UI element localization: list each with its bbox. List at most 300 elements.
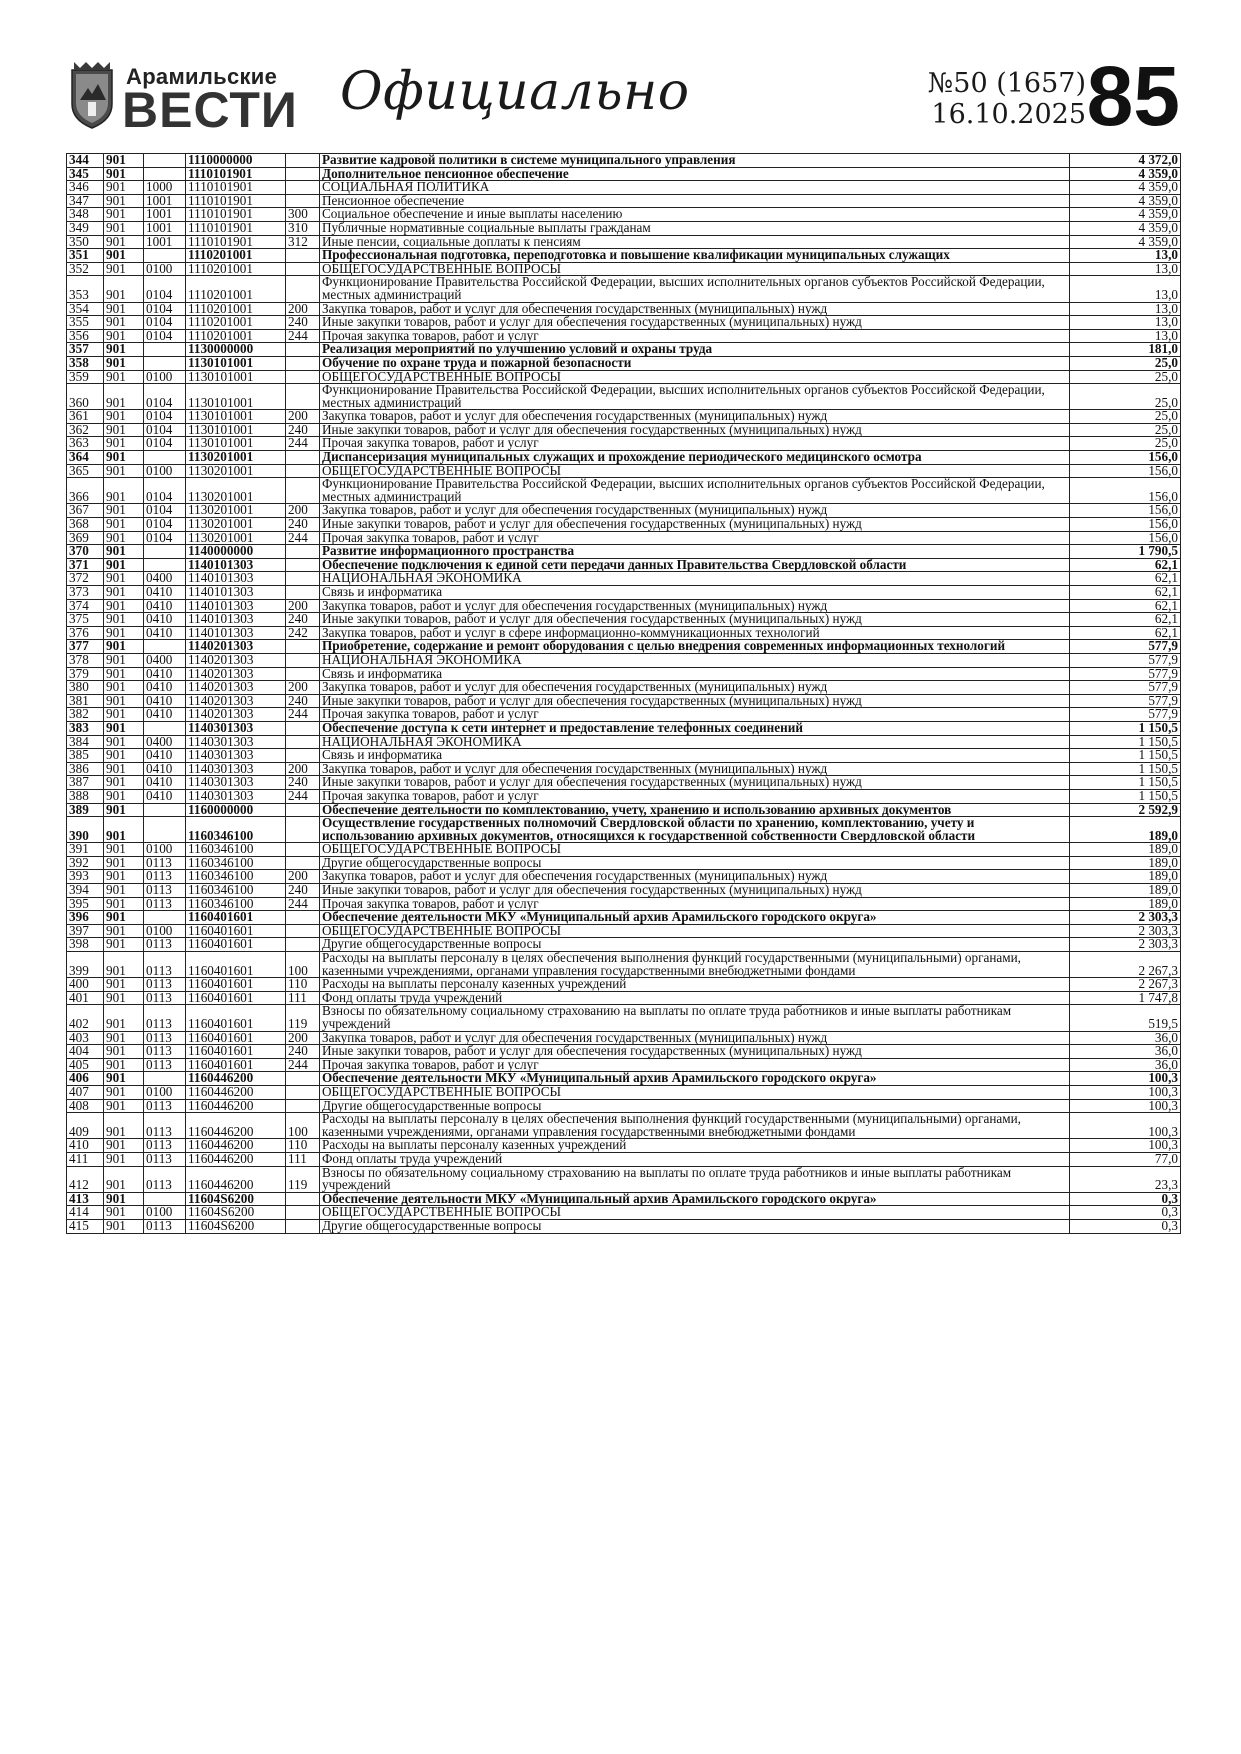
item-name-cell: Функционирование Правительства Российской Федерации, высших исполнительных органов субъектов Российской Федерации, местных администраций (320, 276, 1070, 302)
row-number-cell: 387 (67, 776, 104, 790)
ministry-code-cell: 901 (104, 708, 144, 722)
row-number-cell: 360 (67, 384, 104, 410)
table-row (67, 1072, 1181, 1086)
row-number-cell: 381 (67, 694, 104, 708)
ministry-code-cell: 901 (104, 1152, 144, 1166)
table-row (67, 991, 1181, 1005)
section-code-cell: 0113 (144, 897, 186, 911)
target-article-code-cell: 1110101901 (186, 235, 286, 249)
expense-type-code-cell (286, 1099, 320, 1113)
section-code-cell: 0113 (144, 1005, 186, 1031)
expense-type-code-cell: 240 (286, 884, 320, 898)
target-article-code-cell: 1140101303 (186, 599, 286, 613)
target-article-code-cell: 1130201001 (186, 504, 286, 518)
table-row (67, 870, 1181, 884)
expense-type-code-cell: 244 (286, 531, 320, 545)
ministry-code-cell: 901 (104, 586, 144, 600)
row-number-cell: 407 (67, 1085, 104, 1099)
row-number-cell: 370 (67, 545, 104, 559)
row-number-cell: 412 (67, 1166, 104, 1192)
ministry-code-cell: 901 (104, 316, 144, 330)
section-code-cell: 1001 (144, 235, 186, 249)
amount-cell: 1 150,5 (1070, 721, 1181, 735)
target-article-code-cell: 1140301303 (186, 776, 286, 790)
section-code-cell: 0410 (144, 762, 186, 776)
target-article-code-cell: 1130101001 (186, 384, 286, 410)
table-row (67, 626, 1181, 640)
expense-type-code-cell (286, 154, 320, 168)
expense-type-code-cell: 310 (286, 221, 320, 235)
ministry-code-cell: 901 (104, 803, 144, 817)
section-code-cell (144, 154, 186, 168)
table-row (67, 762, 1181, 776)
row-number-cell: 389 (67, 803, 104, 817)
item-name-cell: Приобретение, содержание и ремонт оборудования с целью внедрения современных информационных технологий (320, 640, 1070, 654)
row-number-cell: 395 (67, 897, 104, 911)
section-code-cell: 0104 (144, 478, 186, 504)
item-name-cell: ОБЩЕГОСУДАРСТВЕННЫЕ ВОПРОСЫ (320, 924, 1070, 938)
target-article-code-cell: 1130101001 (186, 437, 286, 451)
ministry-code-cell: 901 (104, 235, 144, 249)
table-row (67, 653, 1181, 667)
ministry-code-cell: 901 (104, 911, 144, 925)
ministry-code-cell: 901 (104, 302, 144, 316)
table-row (67, 343, 1181, 357)
section-code-cell: 0113 (144, 1113, 186, 1139)
ministry-code-cell: 901 (104, 694, 144, 708)
item-name-cell: Обучение по охране труда и пожарной безопасности (320, 356, 1070, 370)
table-row (67, 451, 1181, 465)
amount-cell: 62,1 (1070, 586, 1181, 600)
table-row (67, 370, 1181, 384)
item-name-cell: Обеспечение подключения к единой сети передачи данных Правительства Свердловской области (320, 558, 1070, 572)
row-number-cell: 402 (67, 1005, 104, 1031)
target-article-code-cell: 1130201001 (186, 518, 286, 532)
row-number-cell: 386 (67, 762, 104, 776)
section-code-cell: 0410 (144, 708, 186, 722)
table-row (67, 789, 1181, 803)
row-number-cell: 345 (67, 167, 104, 181)
section-code-cell: 0100 (144, 1206, 186, 1220)
amount-cell: 1 150,5 (1070, 749, 1181, 763)
expense-type-code-cell (286, 911, 320, 925)
item-name-cell: НАЦИОНАЛЬНАЯ ЭКОНОМИКА (320, 735, 1070, 749)
table-row (67, 518, 1181, 532)
table-row (67, 545, 1181, 559)
expense-type-code-cell (286, 843, 320, 857)
ministry-code-cell: 901 (104, 1099, 144, 1113)
amount-cell: 25,0 (1070, 356, 1181, 370)
row-number-cell: 373 (67, 586, 104, 600)
target-article-code-cell: 1160000000 (186, 803, 286, 817)
table-row (67, 1139, 1181, 1153)
amount-cell: 189,0 (1070, 856, 1181, 870)
amount-cell: 36,0 (1070, 1045, 1181, 1059)
amount-cell: 4 359,0 (1070, 167, 1181, 181)
ministry-code-cell: 901 (104, 843, 144, 857)
amount-cell: 13,0 (1070, 262, 1181, 276)
section-code-cell: 0400 (144, 572, 186, 586)
expense-type-code-cell (286, 640, 320, 654)
section-code-cell: 0410 (144, 626, 186, 640)
expense-type-code-cell (286, 1072, 320, 1086)
table-row (67, 803, 1181, 817)
ministry-code-cell: 901 (104, 1031, 144, 1045)
expense-type-code-cell: 200 (286, 302, 320, 316)
amount-cell: 4 359,0 (1070, 235, 1181, 249)
ministry-code-cell: 901 (104, 735, 144, 749)
ministry-code-cell: 901 (104, 464, 144, 478)
section-code-cell (144, 451, 186, 465)
section-code-cell: 0113 (144, 884, 186, 898)
amount-cell: 4 359,0 (1070, 181, 1181, 195)
amount-cell: 156,0 (1070, 451, 1181, 465)
table-row (67, 1113, 1181, 1139)
amount-cell: 577,9 (1070, 667, 1181, 681)
section-code-cell: 0113 (144, 870, 186, 884)
amount-cell: 100,3 (1070, 1072, 1181, 1086)
amount-cell: 25,0 (1070, 437, 1181, 451)
table-row (67, 599, 1181, 613)
section-code-cell (144, 1192, 186, 1206)
table-row (67, 1192, 1181, 1206)
ministry-code-cell: 901 (104, 952, 144, 978)
item-name-cell: Связь и информатика (320, 667, 1070, 681)
item-name-cell: Прочая закупка товаров, работ и услуг (320, 437, 1070, 451)
amount-cell: 62,1 (1070, 558, 1181, 572)
amount-cell: 577,9 (1070, 708, 1181, 722)
section-code-cell: 1001 (144, 208, 186, 222)
table-row (67, 464, 1181, 478)
amount-cell: 189,0 (1070, 884, 1181, 898)
item-name-cell: Функционирование Правительства Российской Федерации, высших исполнительных органов субъектов Российской Федерации, местных администраций (320, 478, 1070, 504)
expense-type-code-cell (286, 924, 320, 938)
item-name-cell: Закупка товаров, работ и услуг для обеспечения государственных (муниципальных) нужд (320, 762, 1070, 776)
ministry-code-cell: 901 (104, 1219, 144, 1233)
expense-type-code-cell: 119 (286, 1005, 320, 1031)
section-code-cell (144, 1072, 186, 1086)
amount-cell: 62,1 (1070, 572, 1181, 586)
table-row (67, 329, 1181, 343)
item-name-cell: Связь и информатика (320, 749, 1070, 763)
table-row (67, 194, 1181, 208)
target-article-code-cell: 1110201001 (186, 316, 286, 330)
row-number-cell: 377 (67, 640, 104, 654)
section-code-cell: 1001 (144, 194, 186, 208)
table-row (67, 154, 1181, 168)
expense-type-code-cell (286, 558, 320, 572)
ministry-code-cell: 901 (104, 478, 144, 504)
target-article-code-cell: 1140101303 (186, 558, 286, 572)
table-row (67, 208, 1181, 222)
item-name-cell: Взносы по обязательному социальному страхованию на выплаты по оплате труда работников и иные выплаты работникам учреждений (320, 1005, 1070, 1031)
item-name-cell: Иные закупки товаров, работ и услуг для обеспечения государственных (муниципальных) нужд (320, 316, 1070, 330)
ministry-code-cell: 901 (104, 817, 144, 843)
ministry-code-cell: 901 (104, 667, 144, 681)
table-row (67, 911, 1181, 925)
row-number-cell: 356 (67, 329, 104, 343)
section-code-cell: 0400 (144, 653, 186, 667)
amount-cell: 1 747,8 (1070, 991, 1181, 1005)
section-code-cell: 0100 (144, 1085, 186, 1099)
table-row (67, 384, 1181, 410)
section-code-cell (144, 911, 186, 925)
item-name-cell: Обеспечение деятельности МКУ «Муниципальный архив Арамильского городского округа» (320, 1192, 1070, 1206)
ministry-code-cell: 901 (104, 681, 144, 695)
section-code-cell: 0410 (144, 749, 186, 763)
table-row (67, 1099, 1181, 1113)
amount-cell: 189,0 (1070, 897, 1181, 911)
amount-cell: 1 150,5 (1070, 735, 1181, 749)
table-row (67, 302, 1181, 316)
target-article-code-cell: 1110201001 (186, 262, 286, 276)
target-article-code-cell: 1110201001 (186, 329, 286, 343)
item-name-cell: Иные закупки товаров, работ и услуг для обеспечения государственных (муниципальных) нужд (320, 613, 1070, 627)
ministry-code-cell: 901 (104, 276, 144, 302)
table-row (67, 1206, 1181, 1220)
item-name-cell: Иные закупки товаров, работ и услуг для обеспечения государственных (муниципальных) нужд (320, 1045, 1070, 1059)
table-row (67, 938, 1181, 952)
ministry-code-cell: 901 (104, 991, 144, 1005)
item-name-cell: Развитие информационного пространства (320, 545, 1070, 559)
table-row (67, 558, 1181, 572)
target-article-code-cell: 1110101901 (186, 208, 286, 222)
target-article-code-cell: 1130101001 (186, 370, 286, 384)
expense-type-code-cell (286, 735, 320, 749)
row-number-cell: 354 (67, 302, 104, 316)
ministry-code-cell: 901 (104, 749, 144, 763)
newspaper-logo (66, 60, 298, 140)
amount-cell: 36,0 (1070, 1031, 1181, 1045)
row-number-cell: 378 (67, 653, 104, 667)
expense-type-code-cell (286, 343, 320, 357)
expense-type-code-cell: 111 (286, 991, 320, 1005)
row-number-cell: 353 (67, 276, 104, 302)
table-row (67, 721, 1181, 735)
expense-type-code-cell: 111 (286, 1152, 320, 1166)
row-number-cell: 396 (67, 911, 104, 925)
table-row (67, 735, 1181, 749)
table-row (67, 817, 1181, 843)
table-row (67, 694, 1181, 708)
row-number-cell: 403 (67, 1031, 104, 1045)
row-number-cell: 365 (67, 464, 104, 478)
row-number-cell: 400 (67, 978, 104, 992)
item-name-cell: Прочая закупка товаров, работ и услуг (320, 789, 1070, 803)
row-number-cell: 391 (67, 843, 104, 857)
target-article-code-cell: 1140301303 (186, 749, 286, 763)
item-name-cell: Иные закупки товаров, работ и услуг для обеспечения государственных (муниципальных) нужд (320, 518, 1070, 532)
expense-type-code-cell (286, 181, 320, 195)
target-article-code-cell: 1140301303 (186, 721, 286, 735)
page-number: 85 (1086, 49, 1180, 143)
target-article-code-cell: 11604S6200 (186, 1219, 286, 1233)
target-article-code-cell: 1130201001 (186, 531, 286, 545)
ministry-code-cell: 901 (104, 789, 144, 803)
amount-cell: 13,0 (1070, 316, 1181, 330)
expense-type-code-cell: 240 (286, 776, 320, 790)
section-code-cell (144, 640, 186, 654)
expense-type-code-cell: 244 (286, 789, 320, 803)
row-number-cell: 376 (67, 626, 104, 640)
ministry-code-cell: 901 (104, 451, 144, 465)
expense-type-code-cell (286, 667, 320, 681)
amount-cell: 156,0 (1070, 478, 1181, 504)
section-code-cell (144, 803, 186, 817)
expense-type-code-cell: 100 (286, 1113, 320, 1139)
table-row (67, 952, 1181, 978)
amount-cell: 1 150,5 (1070, 762, 1181, 776)
amount-cell: 2 303,3 (1070, 938, 1181, 952)
coat-of-arms-icon (66, 60, 118, 130)
target-article-code-cell: 1140000000 (186, 545, 286, 559)
row-number-cell: 382 (67, 708, 104, 722)
section-code-cell: 1000 (144, 181, 186, 195)
target-article-code-cell: 1140201303 (186, 708, 286, 722)
row-number-cell: 350 (67, 235, 104, 249)
target-article-code-cell: 1160446200 (186, 1152, 286, 1166)
table-row (67, 410, 1181, 424)
masthead (66, 49, 1181, 148)
amount-cell: 577,9 (1070, 640, 1181, 654)
item-name-cell: Закупка товаров, работ и услуг для обеспечения государственных (муниципальных) нужд (320, 1031, 1070, 1045)
ministry-code-cell: 901 (104, 856, 144, 870)
item-name-cell: Расходы на выплаты персоналу казенных учреждений (320, 978, 1070, 992)
amount-cell: 189,0 (1070, 817, 1181, 843)
section-code-cell: 0104 (144, 276, 186, 302)
section-code-cell: 0113 (144, 1058, 186, 1072)
amount-cell: 181,0 (1070, 343, 1181, 357)
section-code-cell: 0100 (144, 370, 186, 384)
ministry-code-cell: 901 (104, 776, 144, 790)
amount-cell: 189,0 (1070, 870, 1181, 884)
target-article-code-cell: 1130101001 (186, 423, 286, 437)
item-name-cell: Иные пенсии, социальные доплаты к пенсиям (320, 235, 1070, 249)
table-row (67, 1085, 1181, 1099)
item-name-cell: Взносы по обязательному социальному страхованию на выплаты по оплате труда работников и иные выплаты работникам учреждений (320, 1166, 1070, 1192)
row-number-cell: 355 (67, 316, 104, 330)
table-row (67, 478, 1181, 504)
item-name-cell: ОБЩЕГОСУДАРСТВЕННЫЕ ВОПРОСЫ (320, 262, 1070, 276)
expense-type-code-cell: 200 (286, 681, 320, 695)
ministry-code-cell: 901 (104, 1139, 144, 1153)
expense-type-code-cell (286, 856, 320, 870)
table-row (67, 884, 1181, 898)
table-row (67, 276, 1181, 302)
amount-cell: 189,0 (1070, 843, 1181, 857)
ministry-code-cell: 901 (104, 1072, 144, 1086)
issue-date: 16.10.2025 (931, 99, 1086, 130)
expense-type-code-cell: 240 (286, 423, 320, 437)
item-name-cell: ОБЩЕГОСУДАРСТВЕННЫЕ ВОПРОСЫ (320, 464, 1070, 478)
amount-cell: 156,0 (1070, 464, 1181, 478)
item-name-cell: Прочая закупка товаров, работ и услуг (320, 329, 1070, 343)
section-code-cell: 0100 (144, 924, 186, 938)
target-article-code-cell: 1160401601 (186, 1045, 286, 1059)
ministry-code-cell: 901 (104, 370, 144, 384)
item-name-cell: Другие общегосударственные вопросы (320, 1099, 1070, 1113)
item-name-cell: Прочая закупка товаров, работ и услуг (320, 531, 1070, 545)
row-number-cell: 362 (67, 423, 104, 437)
item-name-cell: Закупка товаров, работ и услуг для обеспечения государственных (муниципальных) нужд (320, 681, 1070, 695)
amount-cell: 100,3 (1070, 1113, 1181, 1139)
expense-type-code-cell (286, 249, 320, 263)
target-article-code-cell: 1160446200 (186, 1139, 286, 1153)
row-number-cell: 415 (67, 1219, 104, 1233)
amount-cell: 2 267,3 (1070, 952, 1181, 978)
target-article-code-cell: 1160401601 (186, 978, 286, 992)
section-code-cell: 0113 (144, 856, 186, 870)
row-number-cell: 371 (67, 558, 104, 572)
ministry-code-cell: 901 (104, 329, 144, 343)
item-name-cell: Закупка товаров, работ и услуг для обеспечения государственных (муниципальных) нужд (320, 870, 1070, 884)
ministry-code-cell: 901 (104, 558, 144, 572)
target-article-code-cell: 1130201001 (186, 478, 286, 504)
ministry-code-cell: 901 (104, 1045, 144, 1059)
amount-cell: 4 372,0 (1070, 154, 1181, 168)
expense-type-code-cell (286, 1192, 320, 1206)
expense-type-code-cell: 240 (286, 613, 320, 627)
amount-cell: 100,3 (1070, 1085, 1181, 1099)
row-number-cell: 411 (67, 1152, 104, 1166)
section-code-cell: 0100 (144, 843, 186, 857)
expense-type-code-cell (286, 586, 320, 600)
table-row (67, 843, 1181, 857)
row-number-cell: 379 (67, 667, 104, 681)
issue-info (876, 68, 1086, 130)
item-name-cell: Связь и информатика (320, 586, 1070, 600)
row-number-cell: 397 (67, 924, 104, 938)
ministry-code-cell: 901 (104, 626, 144, 640)
row-number-cell: 410 (67, 1139, 104, 1153)
table-row (67, 681, 1181, 695)
row-number-cell: 398 (67, 938, 104, 952)
section-code-cell: 0410 (144, 681, 186, 695)
target-article-code-cell: 1130201001 (186, 451, 286, 465)
row-number-cell: 374 (67, 599, 104, 613)
target-article-code-cell: 1160401601 (186, 911, 286, 925)
target-article-code-cell: 1160446200 (186, 1085, 286, 1099)
item-name-cell: Прочая закупка товаров, работ и услуг (320, 897, 1070, 911)
row-number-cell: 401 (67, 991, 104, 1005)
row-number-cell: 394 (67, 884, 104, 898)
ministry-code-cell: 901 (104, 1166, 144, 1192)
row-number-cell: 404 (67, 1045, 104, 1059)
target-article-code-cell: 1140201303 (186, 653, 286, 667)
ministry-code-cell: 901 (104, 194, 144, 208)
amount-cell: 13,0 (1070, 302, 1181, 316)
expense-type-code-cell: 244 (286, 1058, 320, 1072)
row-number-cell: 390 (67, 817, 104, 843)
expense-type-code-cell: 200 (286, 504, 320, 518)
row-number-cell: 348 (67, 208, 104, 222)
ministry-code-cell: 901 (104, 181, 144, 195)
ministry-code-cell: 901 (104, 762, 144, 776)
expense-type-code-cell: 240 (286, 316, 320, 330)
ministry-code-cell: 901 (104, 653, 144, 667)
ministry-code-cell: 901 (104, 518, 144, 532)
section-code-cell (144, 167, 186, 181)
expense-type-code-cell: 240 (286, 518, 320, 532)
item-name-cell: Другие общегосударственные вопросы (320, 1219, 1070, 1233)
item-name-cell: Иные закупки товаров, работ и услуг для обеспечения государственных (муниципальных) нужд (320, 884, 1070, 898)
ministry-code-cell: 901 (104, 221, 144, 235)
row-number-cell: 393 (67, 870, 104, 884)
item-name-cell: Публичные нормативные социальные выплаты гражданам (320, 221, 1070, 235)
amount-cell: 2 303,3 (1070, 924, 1181, 938)
ministry-code-cell: 901 (104, 978, 144, 992)
target-article-code-cell: 1160401601 (186, 952, 286, 978)
